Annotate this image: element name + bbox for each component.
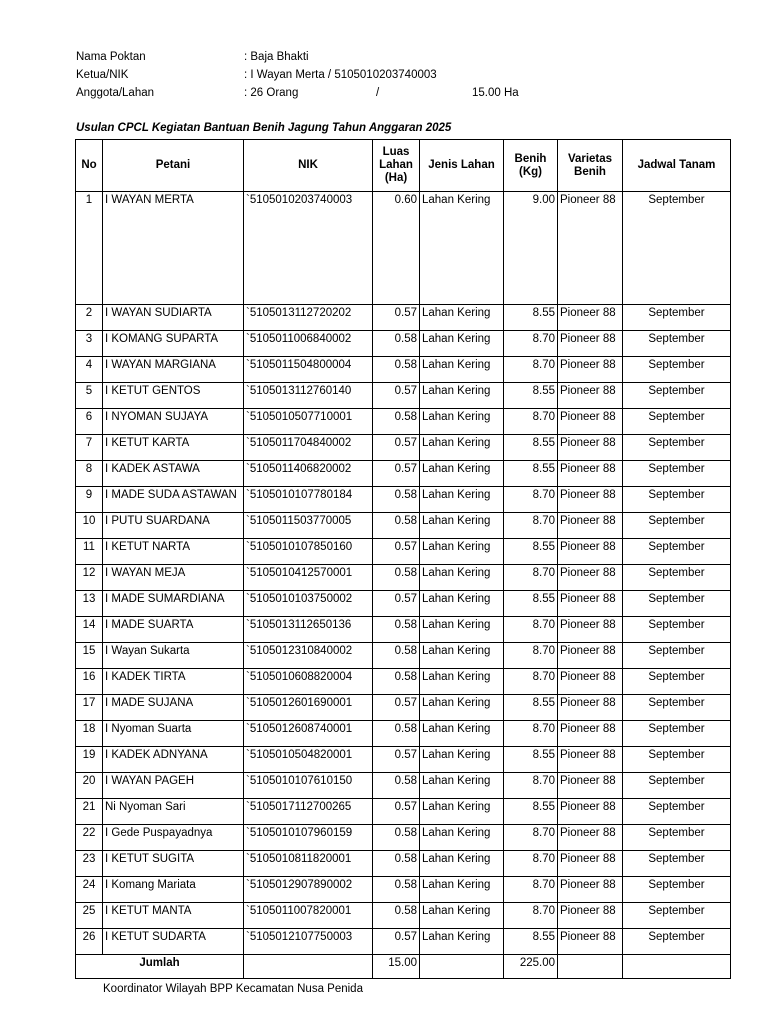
- cell-luas: 0.58: [373, 565, 420, 591]
- cell-nik: `5105010507710001: [244, 409, 373, 435]
- cell-luas: 0.57: [373, 695, 420, 721]
- cell-luas: 0.57: [373, 799, 420, 825]
- cell-benih: 8.70: [504, 721, 558, 747]
- cell-nik: `5105010107850160: [244, 539, 373, 565]
- table-row: [76, 903, 731, 929]
- cell-luas: 0.58: [373, 331, 420, 357]
- cell-varietas: Pioneer 88: [558, 539, 623, 565]
- cell-nik: `5105010608820004: [244, 669, 373, 695]
- cell-jenis: Lahan Kering: [420, 825, 504, 851]
- cell-jadwal: September: [623, 643, 731, 669]
- cell-jadwal: September: [623, 825, 731, 851]
- cell-jenis: Lahan Kering: [420, 799, 504, 825]
- cell-jenis: Lahan Kering: [420, 192, 504, 305]
- cell-benih: 8.55: [504, 305, 558, 331]
- table-row: [76, 565, 731, 591]
- cell-nik: `5105010412570001: [244, 565, 373, 591]
- lahan-value: 15.00 Ha: [472, 87, 519, 99]
- cell-petani: I Gede Puspayadnya: [103, 825, 244, 851]
- poktan-label: Nama Poktan: [76, 51, 146, 63]
- cell-jadwal: September: [623, 305, 731, 331]
- col-petani: Petani: [103, 140, 244, 192]
- cell-petani: I Komang Mariata: [103, 877, 244, 903]
- table-row: [76, 461, 731, 487]
- cell-petani: I NYOMAN SUJAYA: [103, 409, 244, 435]
- cell-no: 12: [76, 565, 103, 591]
- cell-luas: 0.58: [373, 825, 420, 851]
- cell-petani: I Wayan Sukarta: [103, 643, 244, 669]
- cell-varietas: Pioneer 88: [558, 669, 623, 695]
- cell-benih: 8.70: [504, 877, 558, 903]
- table-row: [76, 721, 731, 747]
- cell-petani: I WAYAN SUDIARTA: [103, 305, 244, 331]
- cell-luas: 0.57: [373, 929, 420, 955]
- cell-petani: I KOMANG SUPARTA: [103, 331, 244, 357]
- cell-no: 17: [76, 695, 103, 721]
- total-jenis-empty: [420, 955, 504, 979]
- cell-benih: 8.55: [504, 591, 558, 617]
- cell-varietas: Pioneer 88: [558, 747, 623, 773]
- col-benih-label: Benih (Kg): [514, 152, 547, 178]
- cell-no: 9: [76, 487, 103, 513]
- cell-no: 25: [76, 903, 103, 929]
- cell-varietas: Pioneer 88: [558, 565, 623, 591]
- cell-no: 23: [76, 851, 103, 877]
- total-jadwal-empty: [623, 955, 731, 979]
- anggota-value: : 26 Orang: [244, 87, 299, 99]
- cell-luas: 0.57: [373, 435, 420, 461]
- cell-jadwal: September: [623, 565, 731, 591]
- cell-jadwal: September: [623, 435, 731, 461]
- cell-benih: 8.70: [504, 669, 558, 695]
- cell-nik: `5105010811820001: [244, 851, 373, 877]
- cell-no: 24: [76, 877, 103, 903]
- cell-nik: `5105012608740001: [244, 721, 373, 747]
- cell-jadwal: September: [623, 331, 731, 357]
- table-row: [76, 409, 731, 435]
- cell-varietas: Pioneer 88: [558, 643, 623, 669]
- cell-petani: I KETUT KARTA: [103, 435, 244, 461]
- table-row: [76, 591, 731, 617]
- cell-jadwal: September: [623, 383, 731, 409]
- cell-petani: I KADEK ASTAWA: [103, 461, 244, 487]
- cell-no: 26: [76, 929, 103, 955]
- cell-no: 2: [76, 305, 103, 331]
- col-no: No: [76, 140, 103, 192]
- cell-jadwal: September: [623, 799, 731, 825]
- cell-nik: `5105012601690001: [244, 695, 373, 721]
- anggota-label: Anggota/Lahan: [76, 87, 155, 99]
- cell-nik: `5105010203740003: [244, 192, 373, 305]
- total-label: Jumlah: [76, 955, 244, 979]
- cell-luas: 0.58: [373, 357, 420, 383]
- cell-benih: 8.55: [504, 383, 558, 409]
- cell-jadwal: September: [623, 357, 731, 383]
- cell-jadwal: September: [623, 513, 731, 539]
- cell-jenis: Lahan Kering: [420, 877, 504, 903]
- cell-no: 11: [76, 539, 103, 565]
- cell-luas: 0.58: [373, 903, 420, 929]
- cell-luas: 0.57: [373, 305, 420, 331]
- cell-nik: `5105011704840002: [244, 435, 373, 461]
- cell-jenis: Lahan Kering: [420, 591, 504, 617]
- cell-petani: I KADEK ADNYANA: [103, 747, 244, 773]
- table-header: [76, 140, 731, 192]
- table-row: [76, 383, 731, 409]
- col-varietas: [558, 140, 623, 192]
- cell-benih: 8.55: [504, 435, 558, 461]
- cell-luas: 0.60: [373, 192, 420, 305]
- cell-no: 22: [76, 825, 103, 851]
- cell-nik: `5105012907890002: [244, 877, 373, 903]
- cell-varietas: Pioneer 88: [558, 331, 623, 357]
- cell-varietas: Pioneer 88: [558, 487, 623, 513]
- table-row: [76, 799, 731, 825]
- cell-varietas: Pioneer 88: [558, 929, 623, 955]
- total-nik-empty: [244, 955, 373, 979]
- cell-jadwal: September: [623, 721, 731, 747]
- cell-luas: 0.58: [373, 487, 420, 513]
- cell-jadwal: September: [623, 409, 731, 435]
- table-row: [76, 539, 731, 565]
- poktan-value: : Baja Bhakti: [244, 51, 309, 63]
- cell-petani: I WAYAN MEJA: [103, 565, 244, 591]
- cell-nik: `5105010107780184: [244, 487, 373, 513]
- table-row: [76, 695, 731, 721]
- cell-nik: `5105010103750002: [244, 591, 373, 617]
- cell-petani: I KETUT SUDARTA: [103, 929, 244, 955]
- cell-petani: Ni Nyoman Sari: [103, 799, 244, 825]
- cell-no: 10: [76, 513, 103, 539]
- cell-varietas: Pioneer 88: [558, 409, 623, 435]
- total-benih: 225.00: [504, 955, 558, 979]
- cell-varietas: Pioneer 88: [558, 513, 623, 539]
- cell-luas: 0.58: [373, 409, 420, 435]
- cell-jenis: Lahan Kering: [420, 903, 504, 929]
- cell-nik: `5105012107750003: [244, 929, 373, 955]
- table-row: [76, 669, 731, 695]
- col-luas-label: Luas Lahan (Ha): [379, 146, 413, 184]
- cell-varietas: Pioneer 88: [558, 383, 623, 409]
- cell-varietas: Pioneer 88: [558, 799, 623, 825]
- document-title: Usulan CPCL Kegiatan Bantuan Benih Jagung Tahun Anggaran 2025: [76, 122, 452, 134]
- cell-petani: I KETUT GENTOS: [103, 383, 244, 409]
- cell-luas: 0.57: [373, 747, 420, 773]
- cell-luas: 0.58: [373, 669, 420, 695]
- cell-nik: `5105013112720202: [244, 305, 373, 331]
- cell-jadwal: September: [623, 669, 731, 695]
- poktan-row: [76, 48, 576, 66]
- cell-jenis: Lahan Kering: [420, 539, 504, 565]
- cell-jenis: Lahan Kering: [420, 357, 504, 383]
- cell-luas: 0.58: [373, 721, 420, 747]
- cell-nik: `5105010107610150: [244, 773, 373, 799]
- cell-petani: I KETUT SUGITA: [103, 851, 244, 877]
- cell-nik: `5105011006840002: [244, 331, 373, 357]
- col-jenis: Jenis Lahan: [420, 140, 504, 192]
- cell-petani: I WAYAN PAGEH: [103, 773, 244, 799]
- cell-no: 21: [76, 799, 103, 825]
- cell-varietas: Pioneer 88: [558, 877, 623, 903]
- anggota-row: [76, 84, 576, 102]
- cell-jenis: Lahan Kering: [420, 773, 504, 799]
- cell-petani: I KETUT MANTA: [103, 903, 244, 929]
- cell-nik: `5105011504800004: [244, 357, 373, 383]
- cell-benih: 8.70: [504, 331, 558, 357]
- cell-jadwal: September: [623, 877, 731, 903]
- footer-signature: Koordinator Wilayah BPP Kecamatan Nusa Penida: [103, 983, 363, 995]
- table-body: [76, 192, 731, 955]
- table-row: [76, 929, 731, 955]
- cell-luas: 0.58: [373, 851, 420, 877]
- cell-no: 7: [76, 435, 103, 461]
- cell-jadwal: September: [623, 192, 731, 305]
- cell-jenis: Lahan Kering: [420, 435, 504, 461]
- table-row: [76, 617, 731, 643]
- cell-varietas: Pioneer 88: [558, 851, 623, 877]
- cell-luas: 0.58: [373, 617, 420, 643]
- total-varietas-empty: [558, 955, 623, 979]
- cell-jenis: Lahan Kering: [420, 617, 504, 643]
- cell-varietas: Pioneer 88: [558, 591, 623, 617]
- cell-no: 16: [76, 669, 103, 695]
- cell-jenis: Lahan Kering: [420, 851, 504, 877]
- cell-varietas: Pioneer 88: [558, 617, 623, 643]
- cell-benih: 8.70: [504, 773, 558, 799]
- cell-petani: I WAYAN MERTA: [103, 192, 244, 305]
- cell-benih: 8.70: [504, 825, 558, 851]
- cell-jenis: Lahan Kering: [420, 461, 504, 487]
- table-row: [76, 487, 731, 513]
- cell-luas: 0.57: [373, 461, 420, 487]
- cpcl-table: [75, 139, 731, 979]
- cell-luas: 0.57: [373, 383, 420, 409]
- table-row: [76, 192, 731, 305]
- cell-jenis: Lahan Kering: [420, 513, 504, 539]
- ketua-value: : I Wayan Merta / 5105010203740003: [244, 69, 437, 81]
- cell-benih: 8.55: [504, 747, 558, 773]
- cell-benih: 8.70: [504, 513, 558, 539]
- table-row: [76, 773, 731, 799]
- cell-petani: I KADEK TIRTA: [103, 669, 244, 695]
- cell-varietas: Pioneer 88: [558, 773, 623, 799]
- cell-no: 1: [76, 192, 103, 305]
- cell-no: 20: [76, 773, 103, 799]
- table-row: [76, 825, 731, 851]
- cell-nik: `5105011503770005: [244, 513, 373, 539]
- cell-jadwal: September: [623, 851, 731, 877]
- cell-jadwal: September: [623, 591, 731, 617]
- cell-luas: 0.57: [373, 539, 420, 565]
- cell-petani: I WAYAN MARGIANA: [103, 357, 244, 383]
- cell-jenis: Lahan Kering: [420, 409, 504, 435]
- cell-nik: `5105011007820001: [244, 903, 373, 929]
- anggota-separator: /: [376, 87, 380, 99]
- col-luas: [373, 140, 420, 192]
- col-benih: [504, 140, 558, 192]
- cell-nik: `5105012310840002: [244, 643, 373, 669]
- cell-varietas: Pioneer 88: [558, 305, 623, 331]
- cell-no: 6: [76, 409, 103, 435]
- cell-no: 15: [76, 643, 103, 669]
- cell-varietas: Pioneer 88: [558, 695, 623, 721]
- table-row: [76, 643, 731, 669]
- cell-benih: 8.70: [504, 643, 558, 669]
- cell-jenis: Lahan Kering: [420, 747, 504, 773]
- cell-varietas: Pioneer 88: [558, 435, 623, 461]
- cell-jenis: Lahan Kering: [420, 331, 504, 357]
- cell-varietas: Pioneer 88: [558, 903, 623, 929]
- cell-varietas: Pioneer 88: [558, 721, 623, 747]
- cell-nik: `5105017112700265: [244, 799, 373, 825]
- cell-jenis: Lahan Kering: [420, 565, 504, 591]
- total-luas: 15.00: [373, 955, 420, 979]
- table-row: [76, 513, 731, 539]
- cell-no: 5: [76, 383, 103, 409]
- cell-no: 13: [76, 591, 103, 617]
- cell-luas: 0.57: [373, 591, 420, 617]
- ketua-row: [76, 66, 576, 84]
- cell-benih: 8.55: [504, 695, 558, 721]
- group-info: [76, 48, 576, 102]
- cell-benih: 8.70: [504, 903, 558, 929]
- cell-jadwal: September: [623, 617, 731, 643]
- table-row: [76, 357, 731, 383]
- table-row: [76, 747, 731, 773]
- cell-no: 8: [76, 461, 103, 487]
- cell-jenis: Lahan Kering: [420, 383, 504, 409]
- cell-nik: `5105013112760140: [244, 383, 373, 409]
- cell-luas: 0.58: [373, 877, 420, 903]
- cell-jadwal: September: [623, 903, 731, 929]
- cell-jenis: Lahan Kering: [420, 929, 504, 955]
- cell-jadwal: September: [623, 539, 731, 565]
- col-varietas-label: Varietas Benih: [567, 152, 613, 178]
- cell-jenis: Lahan Kering: [420, 643, 504, 669]
- cell-petani: I MADE SUDA ASTAWAN: [103, 487, 244, 513]
- cell-no: 18: [76, 721, 103, 747]
- cell-jenis: Lahan Kering: [420, 721, 504, 747]
- table-row: [76, 305, 731, 331]
- cell-jadwal: September: [623, 487, 731, 513]
- cell-benih: 8.70: [504, 357, 558, 383]
- cell-jadwal: September: [623, 773, 731, 799]
- cell-luas: 0.58: [373, 513, 420, 539]
- col-jadwal: Jadwal Tanam: [623, 140, 731, 192]
- cell-nik: `5105010107960159: [244, 825, 373, 851]
- cell-petani: I KETUT NARTA: [103, 539, 244, 565]
- cell-benih: 8.55: [504, 799, 558, 825]
- cell-benih: 8.70: [504, 409, 558, 435]
- cell-benih: 8.70: [504, 851, 558, 877]
- cell-benih: 9.00: [504, 192, 558, 305]
- cell-varietas: Pioneer 88: [558, 825, 623, 851]
- cell-no: 14: [76, 617, 103, 643]
- table-row: [76, 331, 731, 357]
- cell-no: 3: [76, 331, 103, 357]
- cell-jenis: Lahan Kering: [420, 487, 504, 513]
- col-nik: NIK: [244, 140, 373, 192]
- cell-jenis: Lahan Kering: [420, 695, 504, 721]
- cell-benih: 8.70: [504, 565, 558, 591]
- table-row: [76, 851, 731, 877]
- cell-benih: 8.55: [504, 539, 558, 565]
- cell-petani: I MADE SUMARDIANA: [103, 591, 244, 617]
- cell-varietas: Pioneer 88: [558, 357, 623, 383]
- cell-nik: `5105011406820002: [244, 461, 373, 487]
- cell-petani: I MADE SUJANA: [103, 695, 244, 721]
- cell-jadwal: September: [623, 695, 731, 721]
- table-row: [76, 435, 731, 461]
- cell-luas: 0.58: [373, 773, 420, 799]
- cell-no: 19: [76, 747, 103, 773]
- cell-jadwal: September: [623, 461, 731, 487]
- cell-jadwal: September: [623, 929, 731, 955]
- cell-petani: I MADE SUARTA: [103, 617, 244, 643]
- cell-varietas: Pioneer 88: [558, 192, 623, 305]
- cell-benih: 8.70: [504, 487, 558, 513]
- cell-nik: `5105010504820001: [244, 747, 373, 773]
- cell-jenis: Lahan Kering: [420, 305, 504, 331]
- cell-nik: `5105013112650136: [244, 617, 373, 643]
- cell-benih: 8.55: [504, 461, 558, 487]
- cell-petani: I Nyoman Suarta: [103, 721, 244, 747]
- ketua-label: Ketua/NIK: [76, 69, 129, 81]
- cell-varietas: Pioneer 88: [558, 461, 623, 487]
- cell-petani: I PUTU SUARDANA: [103, 513, 244, 539]
- cell-jadwal: September: [623, 747, 731, 773]
- cell-no: 4: [76, 357, 103, 383]
- total-row: [76, 955, 731, 979]
- cell-luas: 0.58: [373, 643, 420, 669]
- cell-jenis: Lahan Kering: [420, 669, 504, 695]
- cell-benih: 8.55: [504, 929, 558, 955]
- table-row: [76, 877, 731, 903]
- cell-benih: 8.70: [504, 617, 558, 643]
